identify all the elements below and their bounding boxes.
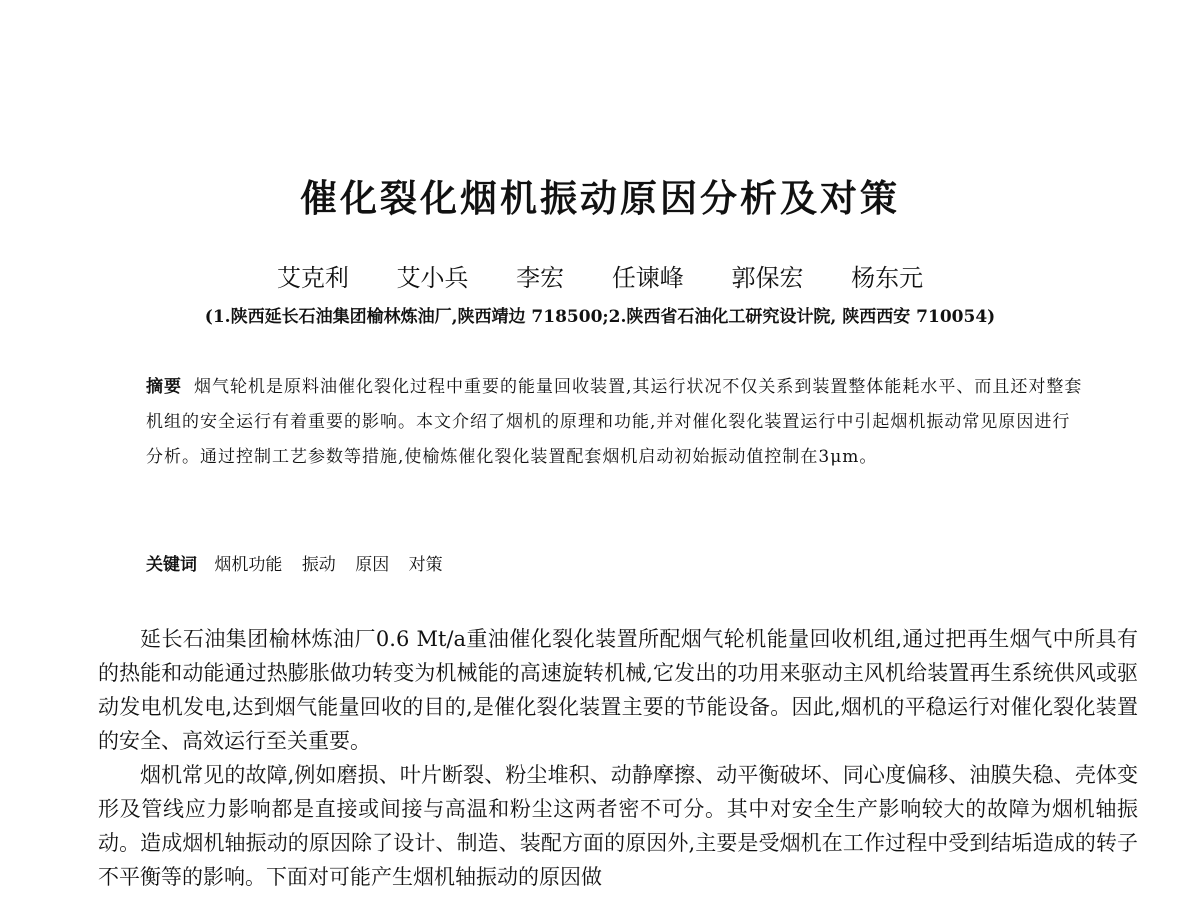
keyword: 原因 — [355, 555, 390, 575]
author-name: 李宏 — [516, 264, 565, 292]
author-name: 郭保宏 — [731, 264, 804, 292]
keyword: 对策 — [408, 555, 443, 575]
paper-title: 催化裂化烟机振动原因分析及对策 — [300, 177, 900, 220]
body-paragraph: 延长石油集团榆林炼油厂0.6 Mt/a重油催化裂化装置所配烟气轮机能量回收机组,通过把再生烟气中所具有的热能和动能通过热膨胀做功转变为机械能的高速旋转机械,它发出的功用来驱动主风机给装置再生系统供风或驱动发电机发电,达到烟气能量回收的目的,是催化裂化装置主要的节能设备。因此,烟机的平稳运行对催化裂化装置的安全、高效运行至关重要。 — [98, 627, 1138, 753]
body-text — [98, 622, 1138, 894]
author-name: 杨东元 — [851, 264, 924, 292]
author-name: 艾克利 — [276, 264, 349, 292]
author-name: 艾小兵 — [396, 264, 469, 292]
author-name: 任谏峰 — [611, 264, 684, 292]
keyword: 烟机功能 — [214, 555, 283, 575]
abstract-section — [146, 370, 1086, 475]
abstract-label: 摘要 — [146, 377, 182, 397]
abstract-text: 烟气轮机是原料油催化裂化过程中重要的能量回收装置,其运行状况不仅关系到装置整体能耗水平、而且还对整套机组的安全运行有着重要的影响。本文介绍了烟机的原理和功能,并对催化裂化装置运行中引起烟机振动常见原因进行分析。通过控制工艺参数等措施,使榆炼催化裂化装置配套烟机启动初始振动值控制在3μm。 — [146, 377, 1083, 467]
author-affiliation: (1.陕西延长石油集团榆林炼油厂,陕西靖边 718500;2.陕西省石油化工研究设计院, 陕西西安 710054) — [204, 307, 996, 327]
keywords-label: 关键词 — [146, 555, 197, 575]
body-paragraph: 烟机常见的故障,例如磨损、叶片断裂、粉尘堆积、动静摩擦、动平衡破坏、同心度偏移、油膜失稳、壳体变形及管线应力影响都是直接或间接与高温和粉尘这两者密不可分。其中对安全生产影响较大的故障为烟机轴振动。造成烟机轴振动的原因除了设计、制造、装配方面的原因外,主要是受烟机在工作过程中受到结垢造成的转子不平衡等的影响。下面对可能产生烟机轴振动的原因做 — [98, 763, 1138, 889]
author-list — [0, 258, 1200, 293]
keyword: 振动 — [301, 555, 336, 575]
keywords-section — [146, 550, 1086, 575]
